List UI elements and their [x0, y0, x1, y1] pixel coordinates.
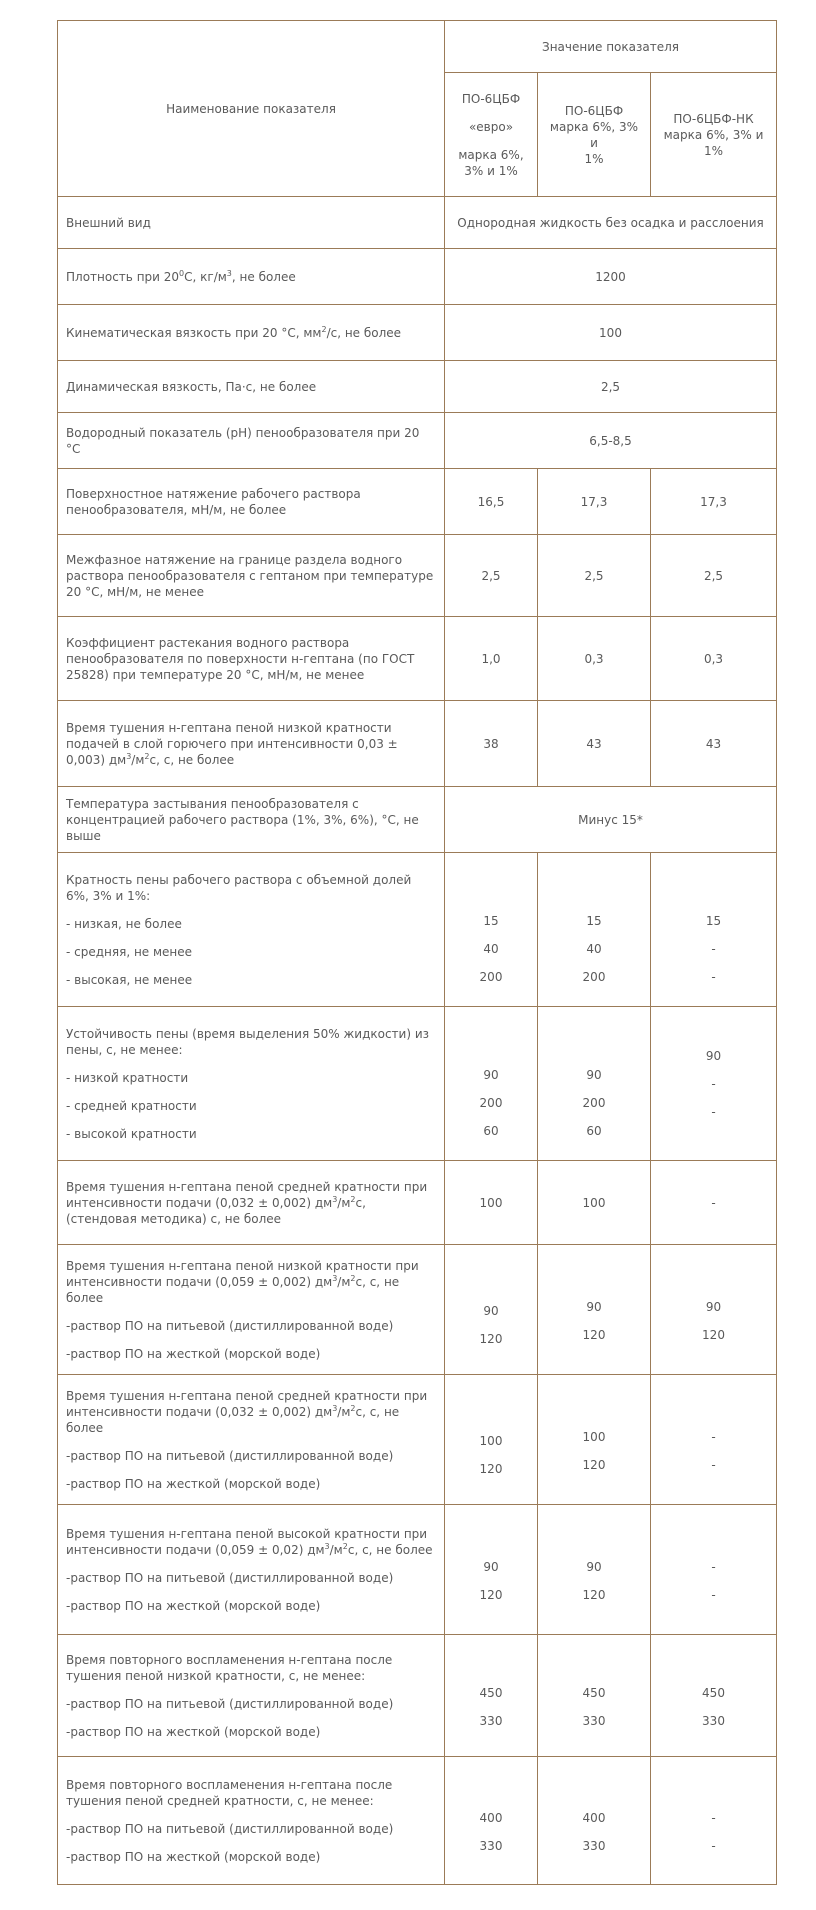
text-line: - низкая, не более [66, 916, 182, 931]
text-line: 330 [582, 1838, 606, 1853]
text-line: -раствор ПО на жесткой (морской воде) [66, 1346, 321, 1361]
text-line [66, 1526, 436, 1558]
row-name [58, 1161, 445, 1245]
text-line [546, 1083, 642, 1095]
row-appearance [58, 197, 777, 249]
row-extinguish-low-water [58, 1245, 777, 1375]
text-line [546, 1315, 642, 1327]
text-line: Плотность при 20 [66, 269, 180, 284]
text-line [453, 1111, 529, 1123]
header-col-c [651, 73, 777, 197]
row-value-b [538, 1007, 651, 1161]
text-line: марка 6%, [458, 147, 524, 162]
row-value-a: 100 [445, 1161, 538, 1245]
text-line [66, 1306, 436, 1318]
row-value-a [445, 1245, 538, 1375]
text-line: /м [337, 1404, 351, 1419]
row-name: Внешний вид [58, 197, 445, 249]
row-value-b [538, 1505, 651, 1635]
superscript: 2 [350, 1403, 356, 1413]
row-name [58, 1375, 445, 1505]
row-name: Температура застывания пенообразователя с концентрацией рабочего раствора (1%, 3%, 6%), °С, не выше [58, 787, 445, 853]
row-value-b [538, 1245, 651, 1375]
text-line [659, 1575, 768, 1587]
text-line: 90 [483, 1559, 499, 1574]
text-line: 200 [479, 969, 503, 984]
text-line [66, 1114, 436, 1126]
spec-table [57, 20, 777, 1885]
text-line: - [711, 969, 716, 984]
text-line: 450 [702, 1685, 725, 1700]
text-line [546, 1111, 642, 1123]
row-value-a: 16,5 [445, 469, 538, 535]
text-line [66, 1586, 436, 1598]
text-line [66, 1058, 436, 1070]
text-line: 330 [702, 1713, 725, 1728]
row-expansion-ratio [58, 853, 777, 1007]
text-line: 100 [479, 1433, 503, 1448]
row-value: 2,5 [445, 361, 777, 413]
text-line [66, 1558, 436, 1570]
text-line [453, 1449, 529, 1461]
row-value: Однородная жидкость без осадка и расслоения [445, 197, 777, 249]
row-freezing-point [58, 787, 777, 853]
row-surface-tension [58, 469, 777, 535]
text-line: /м [131, 752, 145, 767]
text-line: 120 [582, 1457, 606, 1472]
row-name [58, 1635, 445, 1757]
text-line [546, 1445, 642, 1457]
text-line: Время тушения н-гептана пеной средней кратности при интенсивности подачи (0,032 ± 0,002) дм [66, 1179, 428, 1210]
superscript: 2 [350, 1273, 356, 1283]
row-value-a [445, 1375, 538, 1505]
row-reignition-low [58, 1635, 777, 1757]
text-line: -раствор ПО на жесткой (морской воде) [66, 1849, 321, 1864]
text-line: 90 [705, 1299, 722, 1314]
text-line: «евро» [468, 119, 514, 134]
text-line [453, 1083, 529, 1095]
text-line: 90 [483, 1067, 499, 1082]
row-value-b [538, 1375, 651, 1505]
text-line: - [711, 1457, 716, 1472]
row-name: Поверхностное натяжение рабочего раствора пенообразователя, мН/м, не более [58, 469, 445, 535]
row-extinguish-medium-water [58, 1375, 777, 1505]
row-value-c: - [651, 1161, 777, 1245]
text-line [66, 1809, 436, 1821]
text-line [659, 1092, 768, 1104]
row-dynamic-viscosity [58, 361, 777, 413]
row-value-a: 1,0 [445, 617, 538, 701]
row-value: 100 [445, 305, 777, 361]
text-line [453, 957, 529, 969]
superscript: 3 [332, 1194, 338, 1204]
text-line: -раствор ПО на питьевой (дистиллированной воде) [66, 1318, 394, 1333]
row-name: Коэффициент растекания водного раствора пенообразователя по поверхности н-гептана (по ГОСТ 25828) при температуре 20 °С, мН/м, не менее [58, 617, 445, 701]
text-line [66, 1684, 436, 1696]
text-line: марка 6%, 3% и [549, 119, 639, 150]
text-line: 120 [702, 1327, 725, 1342]
text-line [659, 957, 768, 969]
text-line [659, 1064, 768, 1076]
text-line [66, 1837, 436, 1849]
text-line: -раствор ПО на питьевой (дистиллированной воде) [66, 1821, 394, 1836]
text-line: с, (стендовая методика) с, не более [66, 1195, 366, 1226]
row-value-b: 43 [538, 701, 651, 787]
text-line: 3% и 1% [464, 163, 518, 178]
text-line: - средней кратности [66, 1098, 197, 1113]
text-line [546, 1701, 642, 1713]
row-name [58, 1505, 445, 1635]
text-line: 200 [479, 1095, 503, 1110]
row-value-b [538, 853, 651, 1007]
text-line: 90 [586, 1299, 602, 1314]
superscript: 2 [321, 324, 327, 334]
text-line [66, 1334, 436, 1346]
text-line [66, 1436, 436, 1448]
text-line [546, 957, 642, 969]
text-line: 120 [479, 1331, 503, 1346]
row-value-b: 2,5 [538, 535, 651, 617]
text-line [66, 1258, 436, 1306]
text-line: 100 [582, 1429, 606, 1444]
text-line [659, 1826, 768, 1838]
text-line: 15 [586, 913, 602, 928]
text-line: Время повторного воспламенения н-гептана после тушения пеной средней кратности, с, не менее: [66, 1777, 393, 1808]
superscript: 3 [226, 268, 232, 278]
superscript: 3 [332, 1403, 338, 1413]
row-value: 6,5-8,5 [445, 413, 777, 469]
text-line [659, 1701, 768, 1713]
text-line: 120 [479, 1587, 503, 1602]
text-line [659, 1445, 768, 1457]
header-col-a [445, 73, 538, 197]
text-line: 60 [586, 1123, 602, 1138]
row-name: Межфазное натяжение на границе раздела водного раствора пенообразователя с гептаном при температуре 20 °С, мН/м, не менее [58, 535, 445, 617]
row-ph [58, 413, 777, 469]
text-line: Устойчивость пены (время выделения 50% жидкости) из пены, с, не менее: [66, 1026, 430, 1057]
text-line: ПО-6ЦБФ-НК [673, 111, 754, 126]
text-line: /м [329, 1542, 343, 1557]
row-value-a: 38 [445, 701, 538, 787]
text-line: Время тушения н-гептана пеной низкой кратности подачей в слой горючего при интенсивности 0,03 ± 0,003) дм [66, 720, 398, 767]
text-line: - [711, 1587, 716, 1602]
text-line: - низкой кратности [66, 1070, 189, 1085]
superscript: 3 [324, 1541, 330, 1551]
superscript: 3 [332, 1273, 338, 1283]
text-line [453, 135, 529, 147]
row-value-b [538, 1635, 651, 1757]
row-value-a [445, 1007, 538, 1161]
row-value-c [651, 1007, 777, 1161]
row-interfacial-tension [58, 535, 777, 617]
superscript: 2 [144, 751, 150, 761]
superscript: 3 [126, 751, 132, 761]
row-name [58, 305, 445, 361]
text-line: -раствор ПО на питьевой (дистиллированной воде) [66, 1570, 394, 1585]
row-name [58, 701, 445, 787]
text-line: -раствор ПО на питьевой (дистиллированной воде) [66, 1448, 394, 1463]
text-line [659, 929, 768, 941]
row-name [58, 853, 445, 1007]
row-value-a [445, 1635, 538, 1757]
text-line: /м [337, 1274, 351, 1289]
row-value-b: 17,3 [538, 469, 651, 535]
text-line [66, 1464, 436, 1476]
text-line: Кратность пены рабочего раствора с объемной долей 6%, 3% и 1%: [66, 872, 412, 903]
row-value-c: 0,3 [651, 617, 777, 701]
text-line: -раствор ПО на жесткой (морской воде) [66, 1476, 321, 1491]
text-line: - средняя, не менее [66, 944, 193, 959]
row-value-c [651, 853, 777, 1007]
row-spreading-coefficient [58, 617, 777, 701]
text-line [546, 1826, 642, 1838]
text-line [66, 1086, 436, 1098]
text-line: 200 [582, 969, 606, 984]
row-value-b: 0,3 [538, 617, 651, 701]
row-extinguish-high-water [58, 1505, 777, 1635]
text-line: С, кг/м [184, 269, 227, 284]
text-line: - [711, 1838, 716, 1853]
text-line: с, с, не более [66, 1274, 400, 1305]
row-name: Водородный показатель (рН) пенообразователя при 20 °С [58, 413, 445, 469]
text-line: 120 [479, 1461, 503, 1476]
text-line [453, 107, 529, 119]
text-line: ПО-6ЦБФ [564, 103, 624, 118]
text-line: 330 [479, 1713, 503, 1728]
text-line: -раствор ПО на питьевой (дистиллированной воде) [66, 1696, 394, 1711]
text-line: Время тушения н-гептана пеной средней кратности при интенсивности подачи (0,032 ± 0,002) дм [66, 1388, 428, 1419]
text-line: - [711, 1104, 716, 1119]
text-line: 1% [584, 151, 604, 166]
row-value-c [651, 1245, 777, 1375]
row-value: 1200 [445, 249, 777, 305]
text-line: марка 6%, 3% и [663, 127, 764, 142]
row-name: Динамическая вязкость, Па·с, не более [58, 361, 445, 413]
text-line: /с, не более [326, 325, 402, 340]
row-value-b: 100 [538, 1161, 651, 1245]
row-value-a [445, 853, 538, 1007]
text-line: 120 [582, 1327, 606, 1342]
text-line: 450 [582, 1685, 606, 1700]
text-line: - [711, 1810, 716, 1825]
text-line [66, 932, 436, 944]
text-line [66, 960, 436, 972]
text-line [659, 1315, 768, 1327]
text-line: - [711, 1429, 716, 1444]
text-line: с, с, не более [347, 1542, 433, 1557]
text-line [66, 1712, 436, 1724]
header-row-top [58, 21, 777, 73]
text-line: /м [337, 1195, 351, 1210]
row-value: Минус 15* [445, 787, 777, 853]
header-value-group: Значение показателя [445, 21, 777, 73]
text-line: , не более [231, 269, 296, 284]
row-value-b [538, 1757, 651, 1885]
text-line [453, 1575, 529, 1587]
text-line: Время тушения н-гептана пеной высокой кратности при интенсивности подачи (0,059 ± 0,02) дм [66, 1526, 428, 1557]
header-col-b [538, 73, 651, 197]
text-line: Время повторного воспламенения н-гептана после тушения пеной низкой кратности, с, не менее: [66, 1652, 393, 1683]
row-extinguish-medium-stand [58, 1161, 777, 1245]
text-line [453, 929, 529, 941]
text-line [453, 1701, 529, 1713]
superscript: 0 [179, 268, 185, 278]
row-value-c [651, 1505, 777, 1635]
text-line: 450 [479, 1685, 503, 1700]
row-reignition-medium [58, 1757, 777, 1885]
row-value-a [445, 1757, 538, 1885]
row-name [58, 249, 445, 305]
text-line: 400 [582, 1810, 606, 1825]
text-line: 400 [479, 1810, 503, 1825]
row-name [58, 1007, 445, 1161]
text-line [546, 929, 642, 941]
text-line: - высокая, не менее [66, 972, 193, 987]
text-line [546, 1575, 642, 1587]
text-line: 40 [586, 941, 602, 956]
header-name-column: Наименование показателя [58, 21, 445, 197]
text-line: 15 [483, 913, 499, 928]
text-line: - высокой кратности [66, 1126, 197, 1141]
text-line: с, с, не более [149, 752, 235, 767]
superscript: 2 [350, 1194, 356, 1204]
text-line: 90 [483, 1303, 499, 1318]
row-value-a [445, 1505, 538, 1635]
text-line: 330 [582, 1713, 606, 1728]
text-line: 330 [479, 1838, 503, 1853]
row-density [58, 249, 777, 305]
text-line: 90 [705, 1048, 722, 1063]
text-line: с, с, не более [66, 1404, 400, 1435]
text-line: 90 [586, 1559, 602, 1574]
text-line: 120 [582, 1587, 606, 1602]
row-extinguish-low-subsurface [58, 701, 777, 787]
row-value-c: 2,5 [651, 535, 777, 617]
superscript: 2 [342, 1541, 348, 1551]
text-line: - [711, 1559, 716, 1574]
row-name [58, 1245, 445, 1375]
row-value-c [651, 1375, 777, 1505]
text-line: 60 [483, 1123, 499, 1138]
row-kinematic-viscosity [58, 305, 777, 361]
text-line: Кинематическая вязкость при 20 °С, мм [66, 325, 322, 340]
text-line: 200 [582, 1095, 606, 1110]
row-value-c [651, 1635, 777, 1757]
text-line [453, 1319, 529, 1331]
text-line: Время тушения н-гептана пеной низкой кратности при интенсивности подачи (0,059 ± 0,002) дм [66, 1258, 419, 1289]
row-foam-stability [58, 1007, 777, 1161]
text-line: - [711, 941, 716, 956]
text-line: -раствор ПО на жесткой (морской воде) [66, 1724, 321, 1739]
text-line [66, 904, 436, 916]
text-line: 40 [483, 941, 499, 956]
row-value-c [651, 1757, 777, 1885]
row-value-c: 17,3 [651, 469, 777, 535]
text-line: 15 [705, 913, 722, 928]
row-value-a: 2,5 [445, 535, 538, 617]
text-line: ПО-6ЦБФ [461, 91, 521, 106]
text-line: - [711, 1076, 716, 1091]
text-line [453, 1826, 529, 1838]
row-value-c: 43 [651, 701, 777, 787]
text-line: 90 [586, 1067, 602, 1082]
text-line: 1% [703, 143, 724, 158]
text-line [66, 1388, 436, 1436]
text-line: -раствор ПО на жесткой (морской воде) [66, 1598, 321, 1613]
row-name [58, 1757, 445, 1885]
